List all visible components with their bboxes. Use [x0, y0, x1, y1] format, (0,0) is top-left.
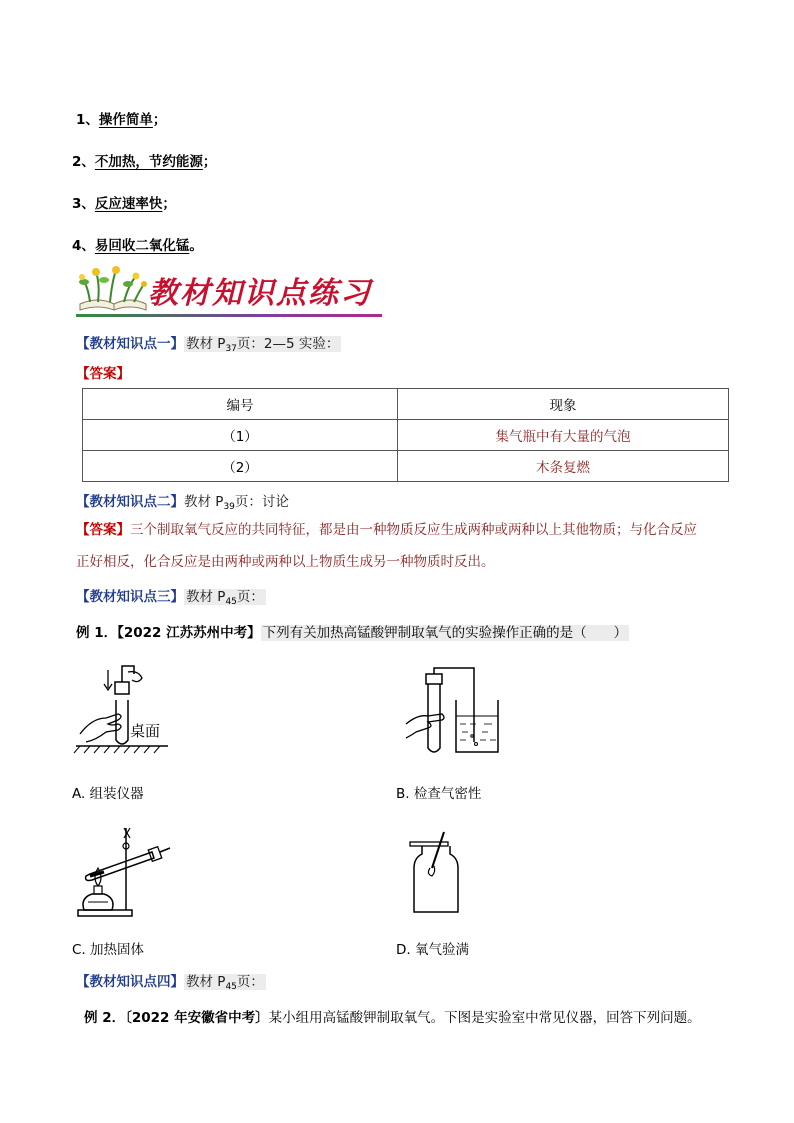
- knowledge-point-2: [76, 490, 289, 512]
- kp-post: 页：: [236, 974, 264, 990]
- kp-pre: 教材 P: [186, 589, 226, 605]
- kp-label: 【教材知识点二】: [76, 494, 184, 510]
- kp-pre: 教材 P: [186, 974, 226, 990]
- punct: ；: [162, 196, 176, 212]
- kp-label: 【教材知识点三】: [76, 589, 184, 605]
- knowledge-point-3: [76, 585, 266, 607]
- banner-title: 教材知识点练习: [148, 276, 372, 311]
- advantage-item-4: [72, 234, 203, 254]
- table-row: [83, 420, 729, 451]
- kp-post: 页：: [236, 589, 264, 605]
- example-label: 例 2．: [84, 1010, 126, 1026]
- advantage-number: 4、: [72, 238, 95, 254]
- option-a[interactable]: [72, 782, 144, 802]
- advantage-item-1: [76, 108, 166, 128]
- cell-number: （2）: [83, 451, 398, 482]
- airtightness-check-figure: [404, 664, 504, 760]
- example-question: 某小组用高锰酸钾制取氧气。下图是实验室中常见仪器，回答下列问题。: [268, 1010, 701, 1026]
- option-letter: D.: [396, 942, 411, 958]
- answer-label: 【答案】: [76, 366, 130, 382]
- advantage-number: 2、: [72, 154, 95, 170]
- advantage-text: 反应速率快: [94, 196, 163, 212]
- advantage-text: 不加热，节约能源: [94, 154, 203, 170]
- option-letter: A.: [72, 786, 86, 802]
- knowledge-point-1: [76, 332, 341, 354]
- kp-label: 【教材知识点四】: [76, 974, 184, 990]
- kp-label: 【教材知识点一】: [76, 336, 184, 352]
- kp-pre: 教材 P: [184, 494, 224, 510]
- advantage-number: 3、: [72, 196, 95, 212]
- kp-page: 37: [225, 344, 237, 354]
- kp-page: 39: [223, 502, 235, 512]
- cell-phenomenon: 木条复燃: [398, 451, 729, 482]
- example-label: 例 1．: [76, 625, 118, 641]
- answer-label: 【答案】: [76, 522, 130, 538]
- desk-label: 桌面: [130, 722, 161, 740]
- kp-page: 45: [225, 982, 237, 992]
- advantage-number: 1、: [76, 112, 99, 128]
- option-letter: C.: [72, 942, 86, 958]
- option-letter: B.: [396, 786, 410, 802]
- example-source: 〔2022 年安徽省中考〕: [125, 1010, 269, 1026]
- option-text: 加热固体: [90, 942, 145, 958]
- header-cell-number: 编号: [83, 389, 398, 420]
- option-text: 氧气验满: [414, 942, 469, 958]
- option-c[interactable]: [72, 938, 144, 958]
- punct: ；: [152, 112, 167, 128]
- advantage-item-3: [72, 192, 176, 212]
- heating-solid-figure: [74, 824, 174, 920]
- cell-phenomenon: 集气瓶中有大量的气泡: [398, 420, 729, 451]
- result-table: [82, 388, 729, 482]
- option-b[interactable]: [396, 782, 481, 802]
- advantage-text: 易回收二氧化锰: [94, 238, 190, 254]
- kp2-answer: [76, 514, 726, 578]
- kp-pre: 教材 P: [186, 336, 226, 352]
- advantage-item-2: [72, 150, 216, 170]
- oxygen-full-test-figure: [406, 828, 466, 918]
- cell-number: （1）: [83, 420, 398, 451]
- answer-line-1: 三个制取氧气反应的共同特征，都是由一种物质反应生成两种或两种以上其他物质；与化合反应: [130, 522, 697, 538]
- section-banner: [76, 264, 382, 320]
- option-text: 组装仪器: [89, 786, 144, 802]
- apparatus-assembly-figure: [72, 656, 172, 760]
- kp-page: 45: [225, 597, 237, 607]
- option-text: 检查气密性: [413, 786, 482, 802]
- table-header-row: [83, 389, 729, 420]
- option-d[interactable]: [396, 938, 469, 958]
- example-1-question: [76, 621, 629, 641]
- kp-post: 页：讨论: [234, 494, 289, 510]
- punct: 。: [189, 238, 203, 254]
- knowledge-point-4: [76, 970, 266, 992]
- header-cell-phenomenon: 现象: [398, 389, 729, 420]
- kp-post: 页：2—5 实验：: [236, 336, 340, 352]
- table-row: [83, 451, 729, 482]
- example-2-question: [84, 1006, 701, 1026]
- example-source: 【2022 江苏苏州中考】: [117, 625, 261, 641]
- answer-line-2: 正好相反，化合反应是由两种或两种以上物质生成另一种物质时反出。: [76, 554, 495, 570]
- advantage-text: 操作简单: [98, 112, 153, 128]
- punct: ；: [202, 154, 217, 170]
- example-question: 下列有关加热高锰酸钾制取氧气的实验操作正确的是（ ）: [262, 625, 628, 641]
